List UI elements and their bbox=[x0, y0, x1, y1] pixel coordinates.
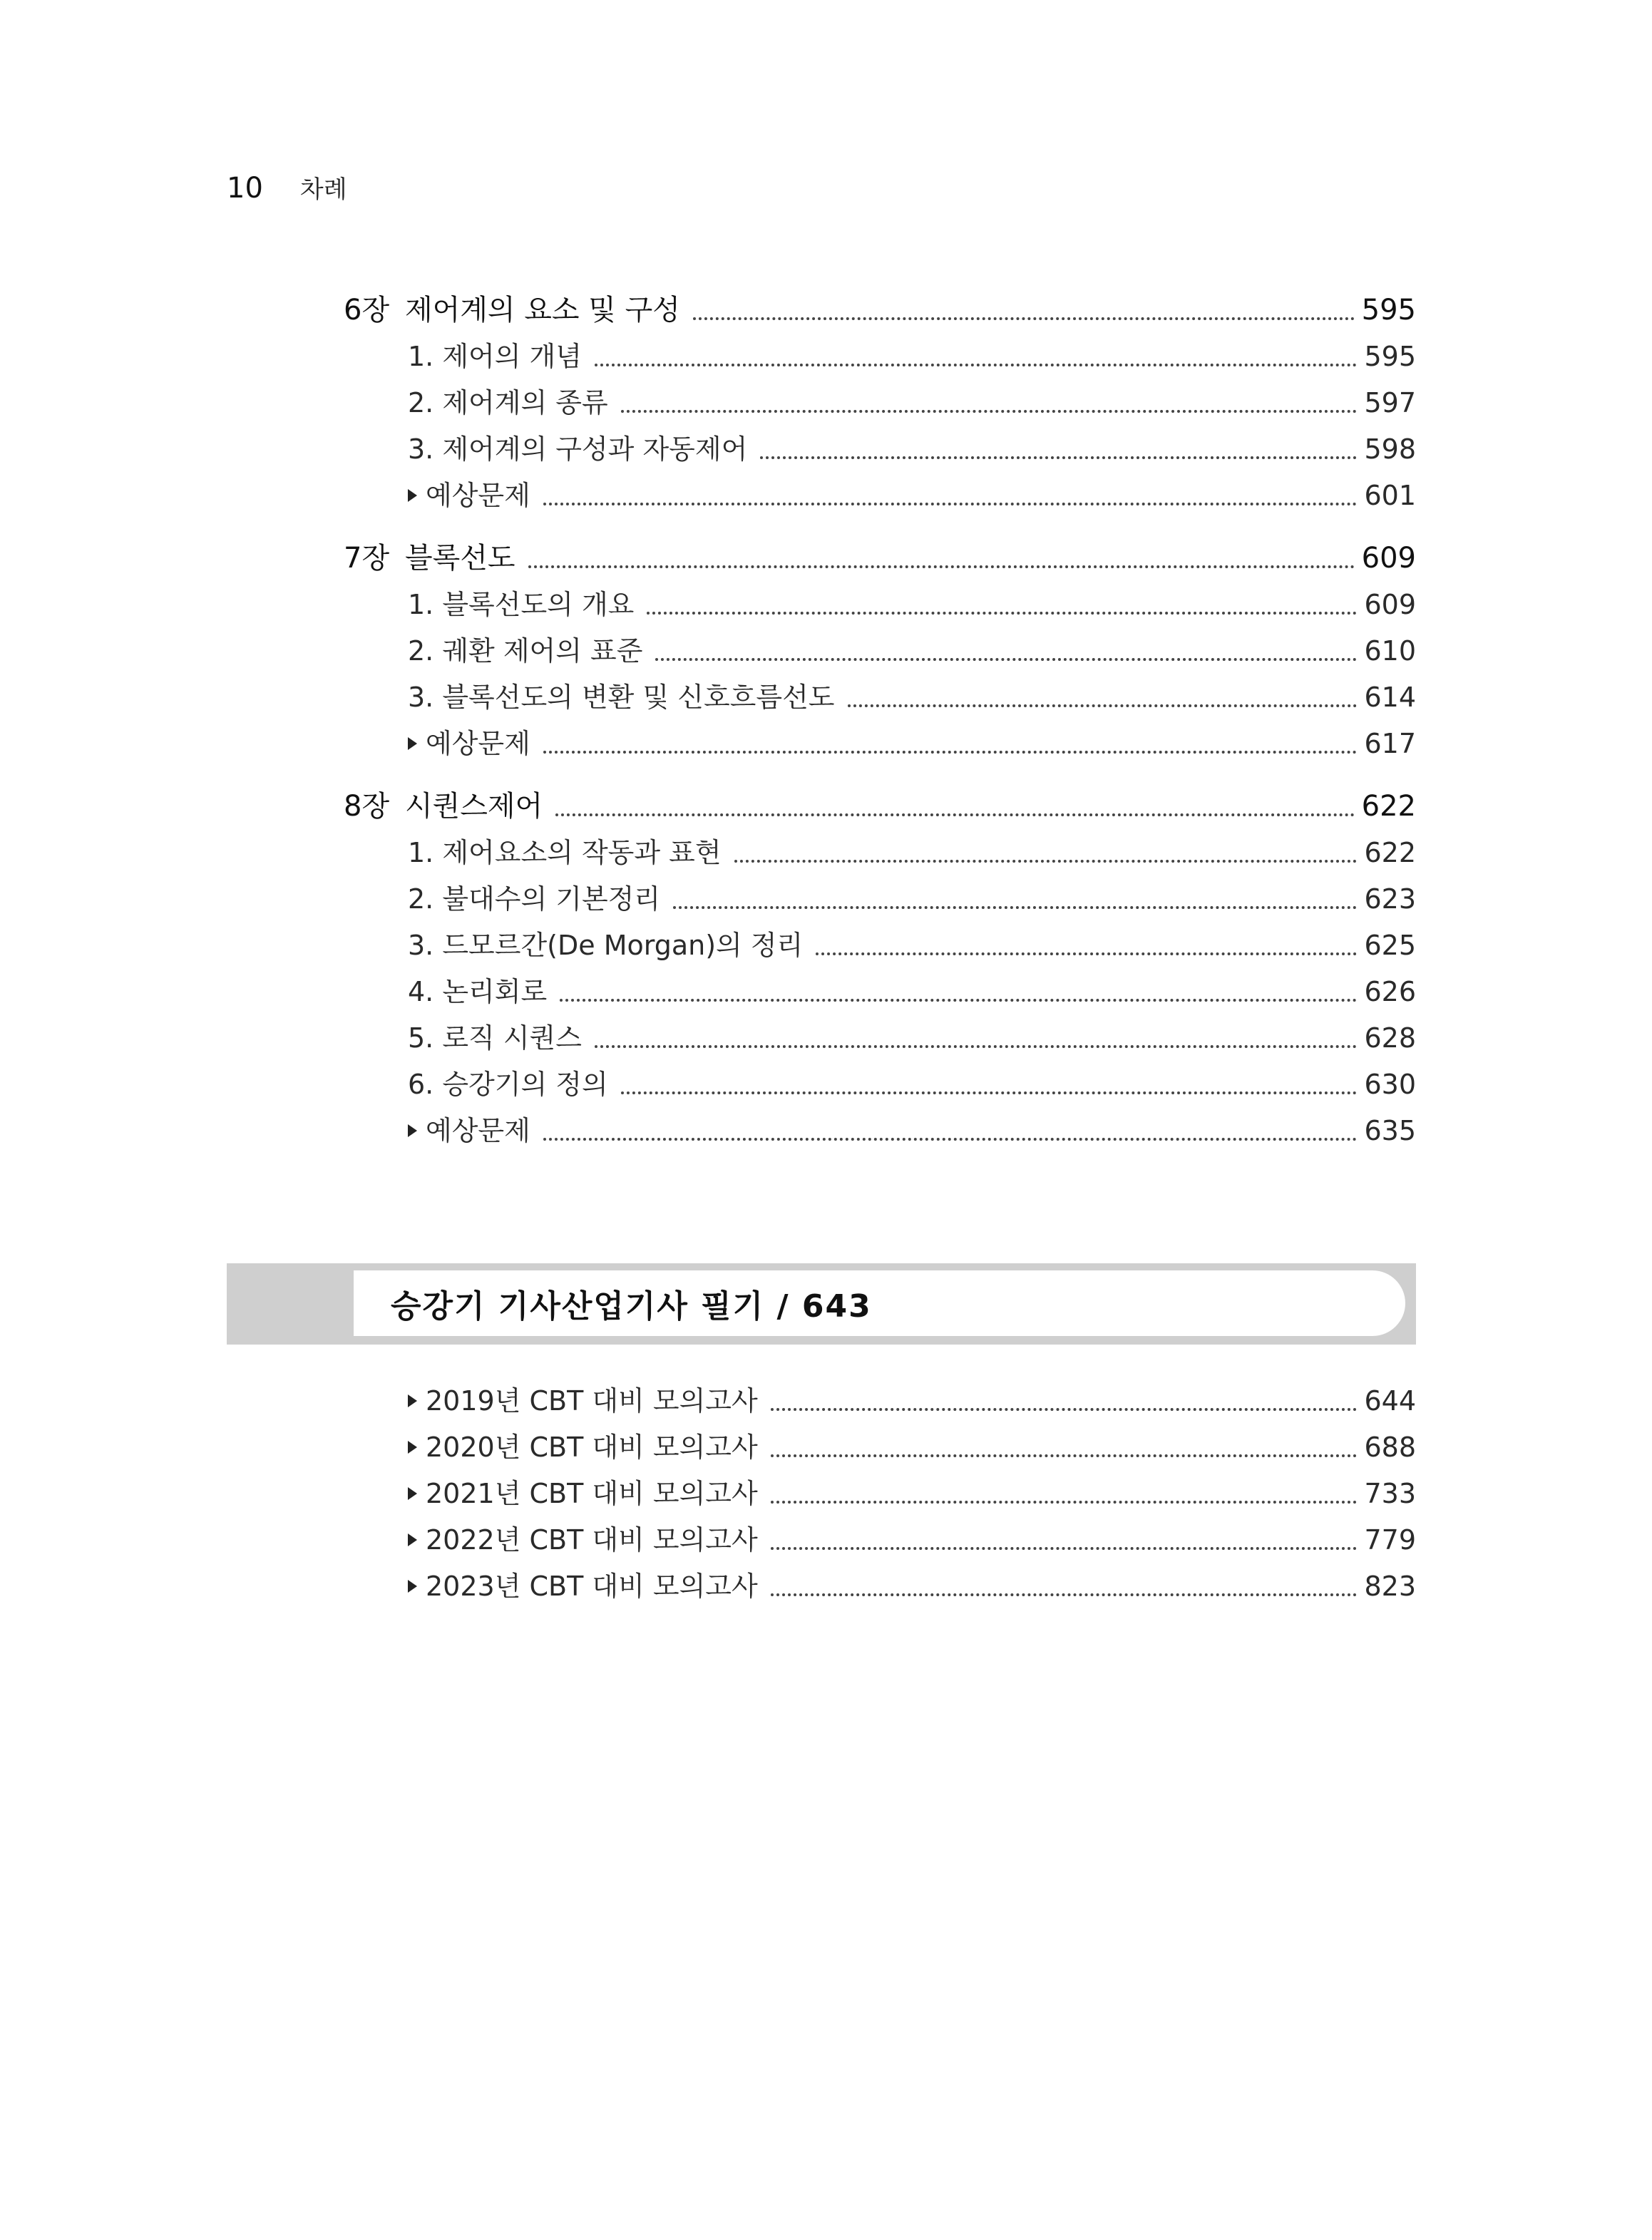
leader-dots bbox=[771, 1408, 1358, 1411]
triangle-bullet-icon bbox=[408, 1441, 417, 1454]
leader-dots bbox=[771, 1501, 1358, 1504]
page-header bbox=[227, 170, 347, 205]
toc-entry-mock-exam[interactable] bbox=[408, 1380, 1416, 1422]
entry-label: 4. 논리회로 bbox=[408, 976, 548, 1007]
leader-dots bbox=[621, 1091, 1358, 1094]
page-ref: 598 bbox=[1364, 433, 1416, 465]
part-title-pill bbox=[354, 1270, 1405, 1336]
toc-entry[interactable] bbox=[408, 878, 1416, 920]
entry-label: 2020년 CBT 대비 모의고사 bbox=[426, 1432, 758, 1463]
part-banner bbox=[227, 1263, 1416, 1345]
toc-chapter-8[interactable] bbox=[344, 785, 1416, 828]
entry-label: 6. 승강기의 정의 bbox=[408, 1069, 608, 1100]
leader-dots bbox=[693, 317, 1355, 320]
page-ref: 733 bbox=[1364, 1478, 1416, 1509]
entry-label: 예상문제 bbox=[426, 728, 530, 759]
triangle-bullet-icon bbox=[408, 1124, 417, 1137]
entry-label: 1. 블록선도의 개요 bbox=[408, 589, 635, 620]
entry-label: 1. 제어요소의 작동과 표현 bbox=[408, 837, 722, 868]
chapter-title: 시퀀스제어 bbox=[405, 790, 543, 823]
leader-dots bbox=[760, 456, 1357, 459]
toc-entry[interactable] bbox=[408, 381, 1416, 424]
chapter-number: 8장 bbox=[344, 790, 390, 823]
page-ref: 595 bbox=[1364, 341, 1416, 372]
leader-dots bbox=[771, 1454, 1358, 1457]
toc-entry[interactable] bbox=[408, 1017, 1416, 1059]
leader-dots bbox=[771, 1593, 1358, 1596]
entry-label: 5. 로직 시퀀스 bbox=[408, 1022, 582, 1054]
page-ref: 610 bbox=[1364, 635, 1416, 667]
page-ref: 625 bbox=[1364, 930, 1416, 961]
page-number: 10 bbox=[227, 172, 263, 205]
page-ref: 823 bbox=[1364, 1571, 1416, 1602]
page-ref: 622 bbox=[1364, 837, 1416, 868]
page-ref: 626 bbox=[1364, 976, 1416, 1007]
chapter-number: 6장 bbox=[344, 294, 390, 327]
triangle-bullet-icon bbox=[408, 1580, 417, 1593]
page-ref: 779 bbox=[1364, 1524, 1416, 1556]
toc-entry[interactable] bbox=[408, 1063, 1416, 1106]
entry-label: 1. 제어의 개념 bbox=[408, 341, 582, 372]
entry-label: 2. 불대수의 기본정리 bbox=[408, 883, 661, 915]
triangle-bullet-icon bbox=[408, 1533, 417, 1546]
leader-dots bbox=[595, 364, 1358, 366]
toc-entry-exercises[interactable] bbox=[408, 722, 1416, 765]
leader-dots bbox=[543, 1138, 1358, 1141]
leader-dots bbox=[816, 952, 1357, 955]
part-title: 승강기 기사산업기사 필기 / 643 bbox=[391, 1288, 872, 1325]
leader-dots bbox=[528, 565, 1355, 568]
page-ref: 609 bbox=[1364, 589, 1416, 620]
toc-entry[interactable] bbox=[408, 335, 1416, 378]
toc-entry-exercises[interactable] bbox=[408, 1109, 1416, 1152]
toc-chapter-7[interactable] bbox=[344, 537, 1416, 580]
entry-label: 2021년 CBT 대비 모의고사 bbox=[426, 1478, 758, 1509]
entry-label: 2019년 CBT 대비 모의고사 bbox=[426, 1385, 758, 1417]
entry-label: 2. 제어계의 종류 bbox=[408, 387, 608, 418]
toc-entry[interactable] bbox=[408, 583, 1416, 626]
entry-label: 2. 궤환 제어의 표준 bbox=[408, 635, 643, 667]
toc-entry[interactable] bbox=[408, 924, 1416, 967]
page-ref: 614 bbox=[1364, 682, 1416, 713]
leader-dots bbox=[848, 704, 1358, 707]
toc-chapter-6[interactable] bbox=[344, 289, 1416, 332]
page-ref: 630 bbox=[1364, 1069, 1416, 1100]
page-ref: 609 bbox=[1361, 542, 1416, 575]
triangle-bullet-icon bbox=[408, 489, 417, 502]
leader-dots bbox=[543, 503, 1358, 505]
toc-entry[interactable] bbox=[408, 630, 1416, 672]
leader-dots bbox=[771, 1547, 1358, 1550]
toc-entry[interactable] bbox=[408, 970, 1416, 1013]
page-ref: 597 bbox=[1364, 387, 1416, 418]
leader-dots bbox=[560, 999, 1357, 1002]
entry-label: 3. 드모르간(De Morgan)의 정리 bbox=[408, 930, 804, 961]
page-ref: 644 bbox=[1364, 1385, 1416, 1417]
triangle-bullet-icon bbox=[408, 1394, 417, 1407]
page-ref: 628 bbox=[1364, 1022, 1416, 1054]
chapter-title: 블록선도 bbox=[405, 542, 515, 575]
leader-dots bbox=[647, 612, 1357, 615]
page-ref: 688 bbox=[1364, 1432, 1416, 1463]
chapter-number: 7장 bbox=[344, 542, 390, 575]
leader-dots bbox=[734, 860, 1358, 863]
entry-label: 3. 제어계의 구성과 자동제어 bbox=[408, 433, 748, 465]
triangle-bullet-icon bbox=[408, 1487, 417, 1500]
toc-entry-mock-exam[interactable] bbox=[408, 1565, 1416, 1608]
leader-dots bbox=[673, 906, 1357, 909]
toc-entry[interactable] bbox=[408, 428, 1416, 471]
triangle-bullet-icon bbox=[408, 737, 417, 750]
page-ref: 623 bbox=[1364, 883, 1416, 915]
page-ref: 622 bbox=[1361, 790, 1416, 823]
page-ref: 635 bbox=[1364, 1115, 1416, 1146]
leader-dots bbox=[543, 751, 1358, 754]
page-ref: 601 bbox=[1364, 480, 1416, 511]
entry-label: 2022년 CBT 대비 모의고사 bbox=[426, 1524, 758, 1556]
toc-entry-mock-exam[interactable] bbox=[408, 1472, 1416, 1515]
toc-entry[interactable] bbox=[408, 676, 1416, 719]
toc-entry-mock-exam[interactable] bbox=[408, 1426, 1416, 1469]
leader-dots bbox=[555, 813, 1354, 816]
toc-entry-mock-exam[interactable] bbox=[408, 1519, 1416, 1561]
entry-label: 2023년 CBT 대비 모의고사 bbox=[426, 1571, 758, 1602]
toc-entry[interactable] bbox=[408, 831, 1416, 874]
toc-entry-exercises[interactable] bbox=[408, 474, 1416, 517]
page-ref: 617 bbox=[1364, 728, 1416, 759]
page-ref: 595 bbox=[1361, 294, 1416, 327]
chapter-title: 제어계의 요소 및 구성 bbox=[405, 294, 680, 327]
leader-dots bbox=[655, 658, 1357, 661]
entry-label: 3. 블록선도의 변환 및 신호흐름선도 bbox=[408, 682, 835, 713]
leader-dots bbox=[595, 1045, 1358, 1048]
page-title: 차례 bbox=[299, 175, 347, 204]
entry-label: 예상문제 bbox=[426, 1115, 530, 1146]
entry-label: 예상문제 bbox=[426, 480, 530, 511]
leader-dots bbox=[621, 410, 1358, 413]
